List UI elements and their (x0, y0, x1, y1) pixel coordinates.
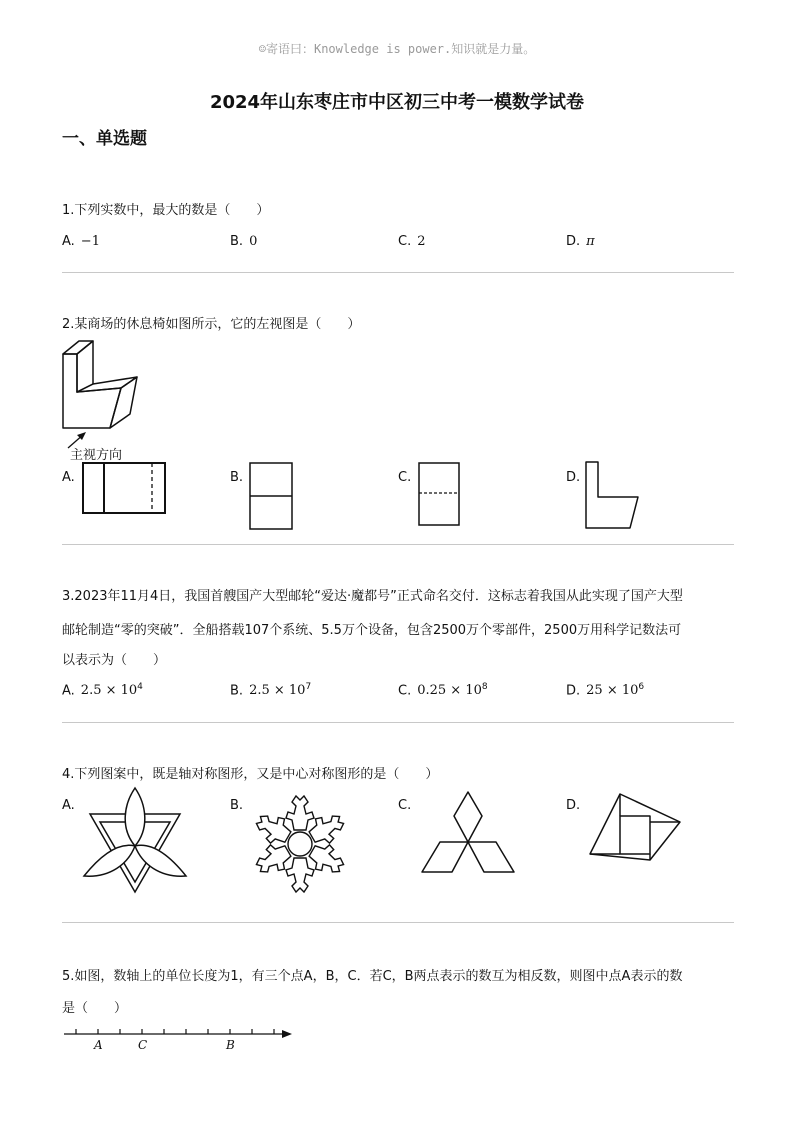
q2-option-a-label[interactable]: A. (62, 470, 75, 485)
q3-option-c[interactable]: C. $0.25 \times 10^8$ (398, 682, 488, 699)
q1-option-d[interactable]: D. π (566, 234, 595, 249)
q4-option-a-figure[interactable] (82, 786, 188, 896)
q2-option-b-label[interactable]: B. (230, 470, 244, 485)
question-5-stem-line-2: 是（ ） (62, 1001, 128, 1016)
question-3-stem-line-3: 以表示为（ ） (62, 653, 167, 668)
number-line-label-a: A (94, 1038, 103, 1052)
number-line-label-b: B (226, 1038, 235, 1052)
divider (62, 722, 734, 723)
q2-option-c-label[interactable]: C. (398, 470, 412, 485)
q4-option-a-label[interactable]: A. (62, 798, 75, 813)
question-2-stem: 2.某商场的休息椅如图所示，它的左视图是（ ） (62, 317, 361, 332)
q4-option-c-figure[interactable] (420, 790, 518, 876)
question-3-stem-line-2: 邮轮制造“零的突破”．全船搭载107个系统、5.5万个设备，包含2500万个零部件，2500万用科学记数法可 (62, 623, 682, 638)
motto-watermark: ☺寄语曰：Knowledge is power.知识就是力量。 (258, 42, 536, 56)
q3-option-b[interactable]: B. $2.5 \times 10^7$ (230, 682, 312, 699)
q1-option-c[interactable]: C. 2 (398, 234, 426, 249)
chair-3d-figure (60, 338, 150, 458)
q4-option-c-label[interactable]: C. (398, 798, 412, 813)
question-4-stem: 4.下列图案中，既是轴对称图形，又是中心对称图形的是（ ） (62, 767, 439, 782)
divider (62, 922, 734, 923)
q2-option-c-figure[interactable] (418, 462, 462, 528)
q4-option-b-label[interactable]: B. (230, 798, 244, 813)
q4-option-d-figure[interactable] (588, 792, 684, 864)
q1-option-b[interactable]: B. 0 (230, 234, 258, 249)
question-1-stem: 1.下列实数中，最大的数是（ ） (62, 203, 270, 218)
q3-option-d[interactable]: D. $25 \times 10^6$ (566, 682, 645, 699)
q4-option-b-figure[interactable] (252, 790, 348, 900)
exam-title: 2024年山东枣庄市中区初三中考一模数学试卷 (209, 92, 585, 113)
q3-option-a[interactable]: A. $2.5 \times 10^4$ (62, 682, 143, 699)
divider (62, 272, 734, 273)
section-heading: 一、单选题 (62, 129, 147, 149)
q4-option-d-label[interactable]: D. (566, 798, 581, 813)
q2-option-b-figure[interactable] (249, 462, 295, 532)
question-3-stem-line-1: 3.2023年11月4日，我国首艘国产大型邮轮“爱达·魔都号”正式命名交付．这标志着我国从此实现了国产大型 (62, 589, 683, 604)
question-5-stem-line-1: 5.如图，数轴上的单位长度为1，有三个点A，B，C．若C，B两点表示的数互为相反数，则图中点A表示的数 (62, 969, 683, 984)
q2-option-d-figure[interactable] (585, 461, 641, 531)
number-line-label-c: C (138, 1038, 148, 1052)
view-direction-caption: 主视方向 (70, 448, 123, 463)
q2-option-a-figure[interactable] (82, 462, 168, 516)
divider (62, 544, 734, 545)
q1-option-a[interactable]: A. −1 (62, 234, 100, 249)
q2-option-d-label[interactable]: D. (566, 470, 581, 485)
